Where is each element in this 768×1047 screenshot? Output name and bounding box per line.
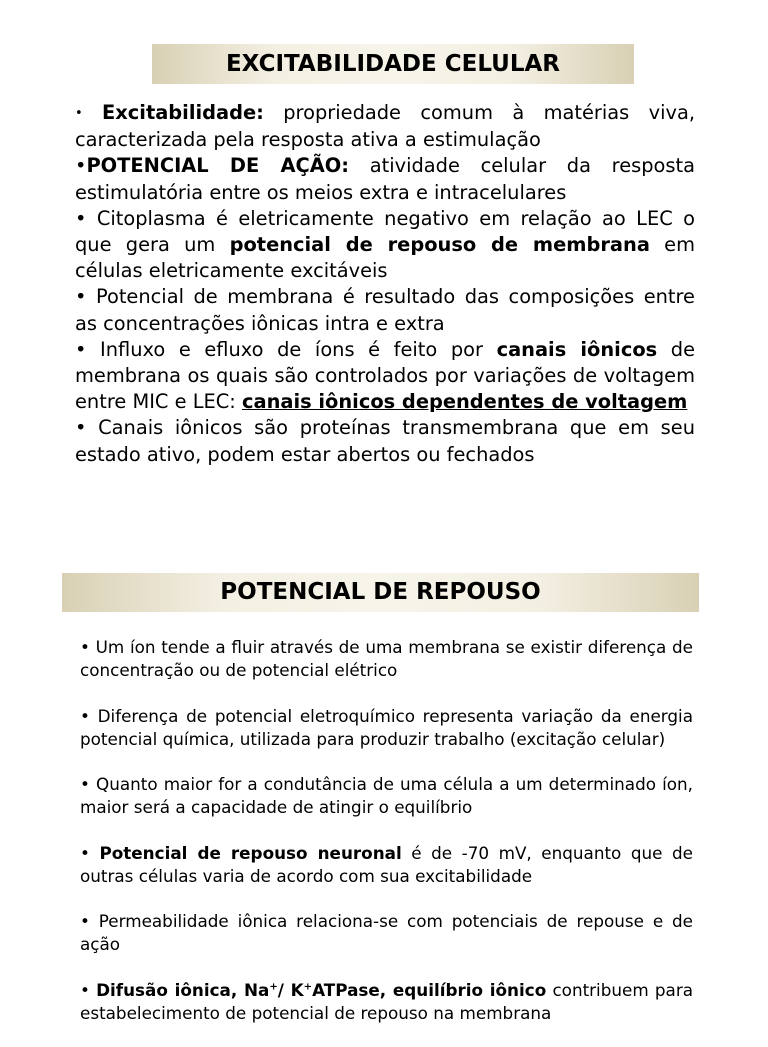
bullet-icon: • [80,911,90,931]
bullet-text: contribuem para estabelecimento de potencial de repouso na membrana [80,979,694,1023]
bullet-text: propriedade comum à matérias viva, caracterizada pela resposta ativa a estimulação [75,101,695,152]
bullet-item-potencial-de-acao [75,153,695,205]
bullet-text: Influxo e efluxo de íons é feito por [86,337,497,361]
potencial-de-repouso-bullet-list [80,636,693,1047]
bullet-icon: • [75,154,87,178]
bullet-item-potencial-repouso-neuronal [80,842,693,888]
bullet-icon: • [80,842,90,863]
bullet-icon: • [80,774,90,794]
term-excitabilidade: Excitabilidade: [102,101,264,124]
term-potencial-de-acao: POTENCIAL DE AÇÃO: [86,154,350,178]
term-canais-ionicos: canais iônicos [496,337,658,361]
bullet-item-fluxo-ion [80,636,693,682]
bullet-icon: • [75,285,87,309]
bullet-item-difusao-ionica [80,979,693,1025]
bullet-icon: • [75,106,83,121]
bullet-text: em células eletricamente excitáveis [75,233,696,283]
bullet-text: atividade celular da resposta estimulatória entre os meios extra e intracelulares [75,154,696,204]
term-potencial-de-repouso-de-membrana: potencial de repouso de membrana [229,233,650,257]
excitabilidade-bullet-list [75,100,695,468]
bullet-icon: • [80,979,90,1000]
bullet-item-excitabilidade [75,100,695,153]
bullet-item-canais-ionicos [75,415,695,467]
bullet-item-influxo-efluxo [75,337,695,416]
bullet-icon: • [75,416,87,440]
bullet-text: Um íon tende a fluir através de uma membrana se existir diferença de concentração ou de potencial elétrico [80,637,693,680]
bullet-icon: • [80,637,90,657]
section-title-potencial-de-repouso: POTENCIAL DE REPOUSO [62,573,699,612]
bullet-icon: • [75,337,87,361]
bullet-text: de membrana os quais são controlados por variações de voltagem entre MIC e LEC: [75,337,696,414]
bullet-text: Quanto maior for a condutância de uma célula a um determinado íon, maior será a capacidade de atingir o equilíbrio [80,774,693,817]
term-difusao-ionica: Difusão iônica, Na+/ K+ATPase, equilíbrio iônico [96,979,547,1000]
section-title-excitabilidade: EXCITABILIDADE CELULAR [152,44,634,84]
term-potencial-de-repouso-neuronal: Potencial de repouso neuronal [99,842,402,863]
bullet-text: Citoplasma é eletricamente negativo em relação ao LEC o que gera um [75,206,695,257]
bullet-item-condutancia [80,773,693,819]
bullet-text: Permeabilidade iônica relaciona-se com potenciais de repouse e de ação [80,911,693,954]
bullet-text: Diferença de potencial eletroquímico representa variação da energia potencial química, utilizada para produzir trabalho (excitação celular) [80,705,693,749]
bullet-icon: • [80,705,90,726]
bullet-icon: • [75,206,87,230]
bullet-item-permeabilidade [80,910,693,956]
bullet-text: Canais iônicos são proteínas transmembrana que em seu estado ativo, podem estar abertos ou fechados [75,416,695,466]
bullet-text: Potencial de membrana é resultado das composições entre as concentrações iônicas intra e extra [75,285,695,335]
bullet-item-citoplasma [75,206,695,285]
bullet-item-diferenca-potencial [80,705,693,751]
bullet-item-potencial-de-membrana [75,284,695,336]
term-canais-ionicos-dependentes-de-voltagem: canais iônicos dependentes de voltagem [242,390,688,414]
bullet-text: é de -70 mV, enquanto que de outras células varia de acordo com sua excitabilidade [80,842,693,886]
